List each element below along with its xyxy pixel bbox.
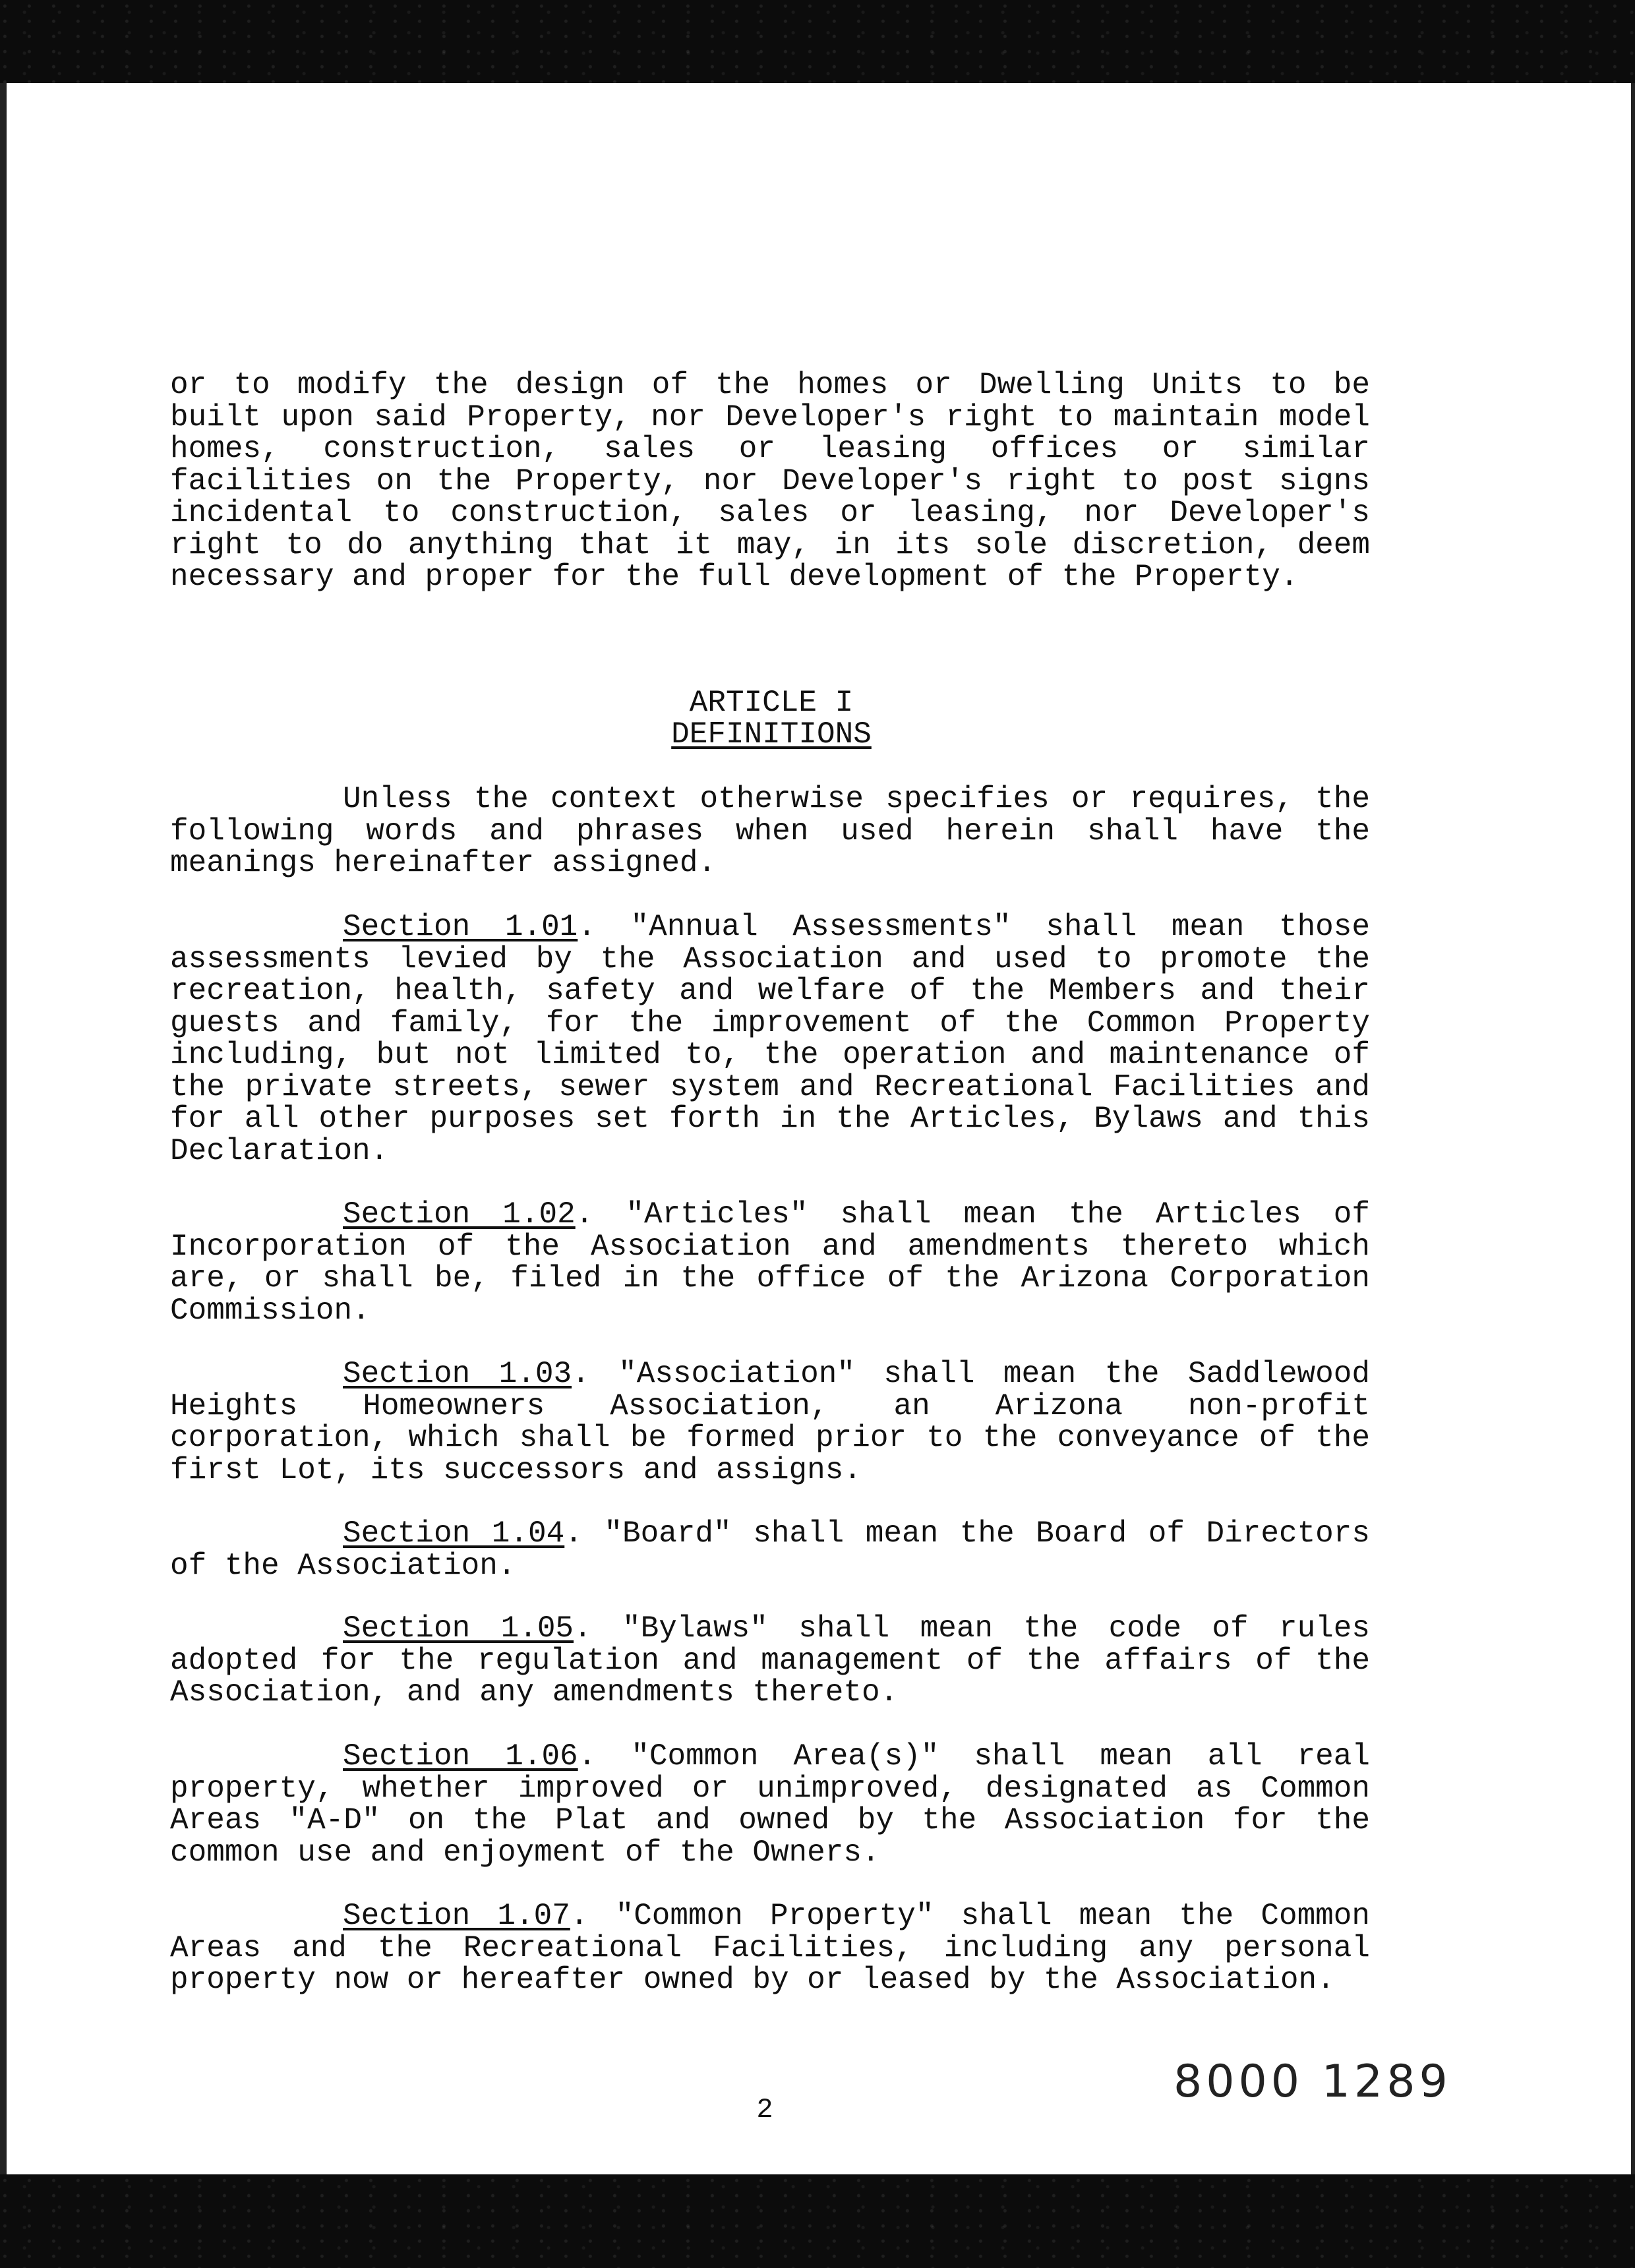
section-1-04 [170,1518,1370,1582]
section-1-05 [170,1613,1370,1709]
scan-border-right [1631,83,1635,2174]
section-1-01 [170,911,1370,1167]
section-label: Section 1.02 [343,1197,576,1232]
section-1-02 [170,1199,1370,1327]
intro-paragraph: or to modify the design of the homes or Dwelling Units to be built upon said Property, nor Developer's right to maintain model homes, construction, sales or leasing offices or similar facilities on the Property, nor Developer's right to post signs incidental to construction, sales or leasing, nor Developer's right to do anything that it may, in its sole discretion, deem necessary and proper for the full development of the Property. [170,368,1370,594]
section-text: . "Common Area(s)" shall mean all real property, whether improved or unimproved, designated as Common Areas "A-D" on the Plat and owned by the Association for the common use and enjoyment of the Owners. [170,1739,1370,1870]
page-number: 2 [756,2094,773,2126]
section-text: . "Association" shall mean the Saddlewood Heights Homeowners Association, an Arizona non-profit corporation, which shall be formed prior to the conveyance of the first Lot, its successors and assigns. [170,1357,1370,1487]
section-label: Section 1.05 [343,1611,574,1646]
scan-border-left [0,83,7,2174]
section-text: . "Board" shall mean the Board of Directors of the Association. [170,1516,1370,1583]
section-text: . "Common Property" shall mean the Common Areas and the Recreational Facilities, including any personal property now or hereafter owned by or leased by the Association. [170,1899,1370,1997]
section-1-07 [170,1900,1370,1996]
article-title: ARTICLE I [689,686,854,720]
scan-border-top [0,0,1635,83]
article-subtitle: DEFINITIONS [671,717,872,752]
section-text: . "Annual Assessments" shall mean those assessments levied by the Association and used to promote the recreation, health, safety and welfare of the Members and their guests and family, for the improvement of the Common Property including, but not limited to, the operation and maintenance of the private streets, sewer system and Recreational Facilities and for all other purposes set forth in the Articles, Bylaws and this Declaration. [170,910,1370,1168]
section-label: Section 1.07 [343,1899,570,1933]
section-1-06 [170,1741,1370,1868]
section-1-03 [170,1358,1370,1486]
section-text: . "Articles" shall mean the Articles of Incorporation of the Association and amendments thereto which are, or shall be, filed in the office of the Arizona Corporation Commission. [170,1197,1370,1328]
section-label: Section 1.06 [343,1739,578,1774]
section-label: Section 1.01 [343,910,578,944]
document-number: 8000 1289 [1174,2056,1452,2108]
preamble-paragraph: Unless the context otherwise specifies or requires, the following words and phrases when used herein shall have the meanings hereinafter assigned. [170,782,1370,880]
scan-border-bottom [0,2174,1635,2268]
section-text: . "Bylaws" shall mean the code of rules adopted for the regulation and management of the affairs of the Association, and any amendments thereto. [170,1611,1370,1710]
section-label: Section 1.03 [343,1357,572,1391]
section-label: Section 1.04 [343,1516,565,1551]
